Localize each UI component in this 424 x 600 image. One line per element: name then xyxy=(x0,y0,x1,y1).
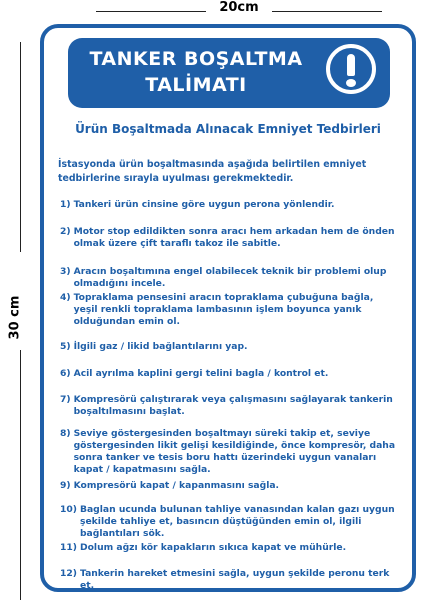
item-text: Seviye göstergesinden boşaltmayı süreki takip et, seviye göstergesinden likit gelişi kesildiğinde, önce kompresör, daha sonra tanker ve tesis boru hattı üzerindeki uygun vanaları kapat / kapatmasını sağla. xyxy=(73,428,396,475)
list-item xyxy=(60,542,398,554)
item-number: 8) xyxy=(60,428,71,439)
item-text: Dolum ağzı kör kapakların sıkıca kapat ve mühürle. xyxy=(79,542,347,553)
sign-title xyxy=(76,46,316,98)
list-item xyxy=(60,504,398,540)
sign-header xyxy=(68,38,390,108)
item-text: Kompresörü çalıştırarak veya çalışmasını sağlayarak tankerin boşaltılmasını başlat. xyxy=(73,394,393,417)
item-text: Kompresörü kapat / kapanmasını sağla. xyxy=(73,480,280,491)
list-item xyxy=(60,480,398,492)
item-text: Acil ayrılma kaplini gergi telini bagla / kontrol et. xyxy=(73,368,329,379)
list-item xyxy=(60,394,398,418)
item-number: 2) xyxy=(60,226,71,237)
sign-subtitle: Ürün Boşaltmada Alınacak Emniyet Tedbirleri xyxy=(75,122,381,136)
height-label: 30 cm xyxy=(7,295,23,340)
item-number: 11) xyxy=(60,542,77,553)
title-line-2: TALİMATI xyxy=(145,74,247,96)
width-dimension xyxy=(96,2,382,16)
item-text: Tankeri ürün cinsine göre uygun perona yönlendir. xyxy=(73,199,335,210)
item-text: Topraklama pensesini aracın topraklama çubuğuna bağla, yeşil renkli topraklama lambasının işlem boyunca yanık olduğundan emin ol. xyxy=(73,292,374,327)
height-dimension xyxy=(0,20,30,600)
item-text: Baglan ucunda bulunan tahliye vanasından kalan gazı uygun şekilde tahliye et, basıncın düştüğünden emin ol, ilgili bağlantıları sök. xyxy=(79,504,395,539)
dimension-line-top xyxy=(20,42,21,252)
list-item xyxy=(60,266,398,290)
list-item xyxy=(60,368,398,380)
list-item xyxy=(60,341,398,353)
item-number: 7) xyxy=(60,394,71,405)
item-text: Tankerin hareket etmesini sağla, uygun şekilde peronu terk et. xyxy=(79,568,390,591)
exclamation-dot xyxy=(346,79,356,87)
item-number: 1) xyxy=(60,199,71,210)
item-number: 5) xyxy=(60,341,71,352)
instruction-sign xyxy=(40,24,416,592)
title-line-1: TANKER BOŞALTMA xyxy=(89,48,303,70)
item-number: 10) xyxy=(60,504,77,515)
item-text: Aracın boşaltımına engel olabilecek teknik bir problemi olup olmadığını incele. xyxy=(73,266,387,289)
list-item xyxy=(60,226,398,250)
exclamation-icon xyxy=(326,44,376,94)
item-number: 4) xyxy=(60,292,71,303)
item-text: Motor stop edildikten sonra aracı hem arkadan hem de önden olmak üzere çift taraflı takoz ile sabitle. xyxy=(73,226,395,249)
item-number: 12) xyxy=(60,568,77,579)
item-text: İlgili gaz / likid bağlantılarını yap. xyxy=(73,341,248,352)
list-item xyxy=(60,428,398,476)
list-item xyxy=(60,199,398,211)
intro-text: İstasyonda ürün boşaltmasında aşağıda belirtilen emniyet tedbirlerine sırayla uyulması gerekmektedir. xyxy=(58,159,367,184)
item-number: 9) xyxy=(60,480,71,491)
exclamation-bar xyxy=(347,54,355,76)
dimension-line-right xyxy=(272,11,382,12)
dimension-line-bottom xyxy=(20,350,21,600)
width-label: 20cm xyxy=(219,0,259,15)
item-number: 3) xyxy=(60,266,71,277)
item-number: 6) xyxy=(60,368,71,379)
list-item xyxy=(60,568,398,592)
list-item xyxy=(60,292,398,328)
